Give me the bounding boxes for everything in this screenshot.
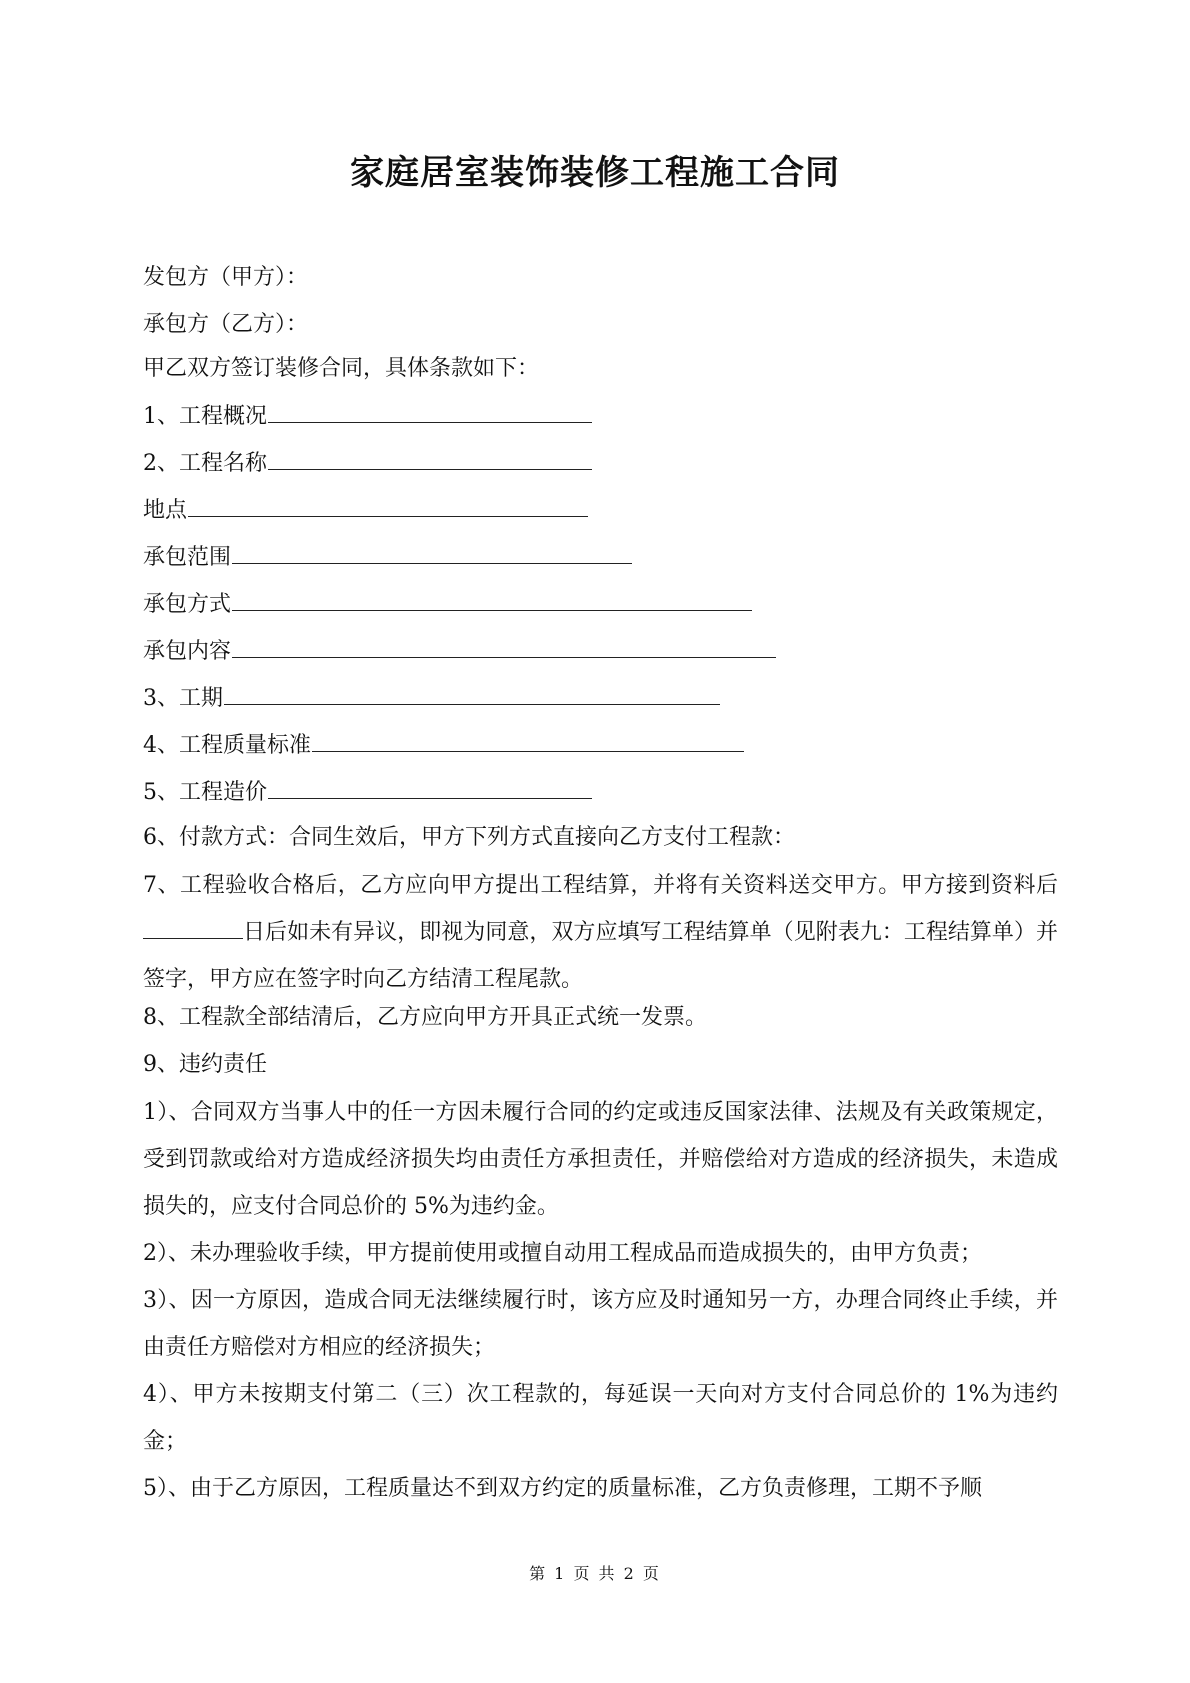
item3-label: 3、工期 xyxy=(143,686,223,711)
scope-line xyxy=(143,541,632,573)
party-a-line xyxy=(143,263,308,293)
location-blank[interactable] xyxy=(188,494,588,517)
item5-blank[interactable] xyxy=(268,776,592,799)
method-label: 承包方式 xyxy=(143,592,232,617)
item8-text: 8、工程款全部结清后，乙方应向甲方开具正式统一发票。 xyxy=(143,1005,707,1030)
item6-text: 6、付款方式：合同生效后，甲方下列方式直接向乙方支付工程款： xyxy=(143,825,795,850)
clause1-text: 1）、合同双方当事人中的任一方因未履行合同的约定或违反国家法律、法规及有关政策规定，受到罚款或给对方造成经济损失均由责任方承担责任，并赔偿给对方造成的经济损失，未造成损失的，应支付合同总价的 5%为违约金。 xyxy=(143,1100,1058,1219)
scope-blank[interactable] xyxy=(232,541,632,564)
clause4-text: 4）、甲方未按期支付第二（三）次工程款的，每延误一天向对方支付合同总价的 1%为违约金； xyxy=(143,1382,1058,1454)
method-blank[interactable] xyxy=(232,588,752,611)
item2-line xyxy=(143,447,592,479)
page-footer: 第 1 页 共 2 页 xyxy=(529,1564,661,1583)
method-line xyxy=(143,588,752,620)
item8-line xyxy=(143,1003,707,1033)
item4-blank[interactable] xyxy=(312,729,744,752)
item6-line xyxy=(143,823,795,853)
party-b-line xyxy=(143,310,308,340)
item3-line xyxy=(143,682,720,714)
item3-blank[interactable] xyxy=(224,682,720,705)
party-b-label: 承包方（乙方）： xyxy=(143,312,309,337)
clause3-paragraph xyxy=(143,1277,1058,1371)
clause1-paragraph xyxy=(143,1089,1058,1230)
document-title: 家庭居室装饰装修工程施工合同 xyxy=(350,153,840,193)
item4-label: 4、工程质量标准 xyxy=(143,733,311,758)
clause2-paragraph xyxy=(143,1230,1058,1277)
clause5-paragraph xyxy=(143,1465,1058,1512)
item7-paragraph xyxy=(143,862,1058,1003)
item5-line xyxy=(143,776,592,808)
item9-text: 9、违约责任 xyxy=(143,1052,267,1077)
scope-label: 承包范围 xyxy=(143,545,232,570)
location-label: 地点 xyxy=(143,498,188,523)
clause3-text: 3）、因一方原因，造成合同无法继续履行时，该方应及时通知另一方，办理合同终止手续，并由责任方赔偿对方相应的经济损失； xyxy=(143,1288,1058,1360)
content-label: 承包内容 xyxy=(143,639,232,664)
content-blank[interactable] xyxy=(232,635,776,658)
location-line xyxy=(143,494,588,526)
item2-blank[interactable] xyxy=(268,447,592,470)
clause2-text: 2）、未办理验收手续，甲方提前使用或擅自动用工程成品而造成损失的，由甲方负责； xyxy=(143,1241,982,1266)
intro-line xyxy=(143,354,539,384)
clause5-text: 5）、由于乙方原因，工程质量达不到双方约定的质量标准，乙方负责修理，工期不予顺 xyxy=(143,1476,982,1501)
item7-text-a: 7、工程验收合格后，乙方应向甲方提出工程结算，并将有关资料送交甲方。甲方接到资料后 xyxy=(143,873,1058,898)
item9-line xyxy=(143,1050,267,1080)
party-a-label: 发包方（甲方）： xyxy=(143,265,309,290)
item7-days-blank[interactable] xyxy=(143,916,243,939)
item1-blank[interactable] xyxy=(268,400,592,423)
item1-label: 1、工程概况 xyxy=(143,404,267,429)
item7-text-b: 日后如未有异议，即视为同意，双方应填写工程结算单（见附表九：工程结算单）并签字，甲方应在签字时向乙方结清工程尾款。 xyxy=(143,920,1058,992)
item1-line xyxy=(143,400,592,432)
content-line xyxy=(143,635,776,667)
intro-text: 甲乙双方签订装修合同，具体条款如下： xyxy=(143,356,540,381)
clause4-paragraph xyxy=(143,1371,1058,1465)
item4-line xyxy=(143,729,744,761)
item5-label: 5、工程造价 xyxy=(143,780,267,805)
item2-label: 2、工程名称 xyxy=(143,451,267,476)
